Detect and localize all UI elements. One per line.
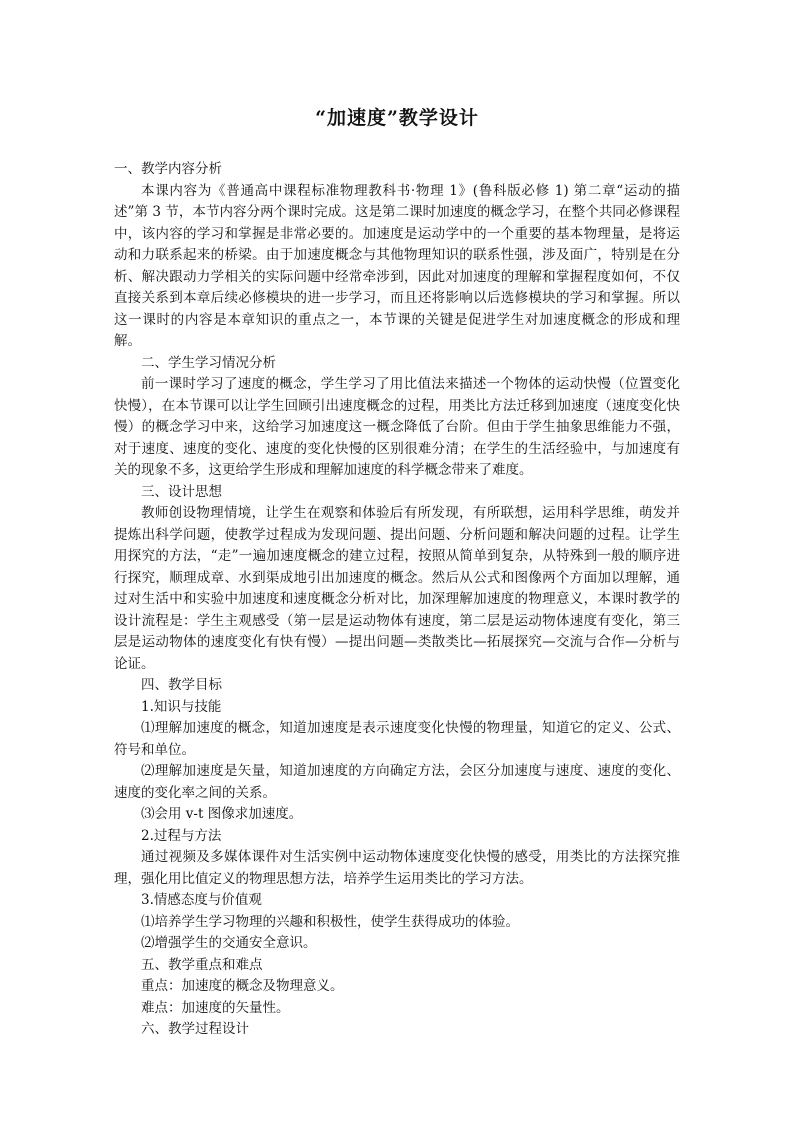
section-heading: 四、教学目标	[141, 677, 222, 693]
list-item: ⑴理解加速度的概念，知道加速度是表示速度变化快慢的物理量，知道它的定义、公式、符号和单位。	[114, 720, 680, 758]
section-heading: 五、教学重点和难点	[141, 956, 263, 973]
section-heading: 三、设计思想	[141, 483, 222, 500]
document-body	[114, 159, 680, 1041]
list-item: ⑴培养学生学习物理的兴趣和积极性，使学生获得成功的体验。	[141, 913, 519, 930]
section-heading: 二、学生学习情况分析	[141, 354, 276, 371]
paragraph: 前一课时学习了速度的概念，学生学习了用比值法来描述一个物体的运动快慢（位置变化快慢），在本节课可以让学生回顾引出速度概念的过程，用类比方法迁移到加速度（速度变化快慢）的概念学习中来，这给学习加速度这一概念降低了台阶。但由于学生抽象思维能力不强，对于速度、速度的变化、速度的变化快慢的区别很难分清；在学生的生活经验中，与加速度有关的现象不多，这更给学生形成和理解加速度的科学概念带来了难度。	[114, 376, 680, 478]
section-heading: 一、教学内容分析	[114, 161, 222, 177]
subheading: 2.过程与方法	[141, 827, 222, 844]
paragraph: 重点：加速度的概念及物理意义。	[141, 978, 344, 994]
list-item: ⑵理解加速度是矢量，知道加速度的方向确定方法，会区分加速度与速度、速度的变化、速度的变化率之间的关系。	[114, 763, 680, 801]
paragraph: 本课内容为《普通高中课程标准物理教科书·物理 1》(鲁科版必修 1) 第二章“运动的描述”第 3 节，本节内容分两个课时完成。这是第二课时加速度的概念学习，在整个共同必修课程中，该内容的学习和掌握是非常必要的。加速度是运动学中的一个重要的基本物理量，是将运动和力联系起来的桥梁。由于加速度概念与其他物理知识的联系性强，涉及面广，特别是在分析、解决跟动力学相关的实际问题中经常牵涉到，因此对加速度的理解和掌握程度如何，不仅直接关系到本章后续必修模块的进一步学习，而且还将影响以后选修模块的学习和掌握。所以这一课时的内容是本章知识的重点之一，本节课的关键是促进学生对加速度概念的形成和理解。	[114, 182, 680, 349]
list-item: ⑵增强学生的交通安全意识。	[141, 935, 317, 951]
document-title: “加速度”教学设计	[315, 107, 479, 129]
list-item: ⑶会用 v-t 图像求加速度。	[141, 806, 303, 822]
paragraph: 难点：加速度的矢量性。	[141, 999, 290, 1016]
paragraph: 教师创设物理情境，让学生在观察和体验后有所发现，有所联想，运用科学思维，萌发并提炼出科学问题，使教学过程成为发现问题、提出问题、分析问题和解决问题的过程。让学生用探究的方法，“走”一遍加速度概念的建立过程，按照从简单到复杂，从特殊到一般的顺序进行探究，顺理成章、水到渠成地引出加速度的概念。然后从公式和图像两个方面加以理解，通过对生活中和实验中加速度和速度概念分析对比，加深理解加速度的物理意义，本课时教学的设计流程是：学生主观感受（第一层是运动物体有速度，第二层是运动物体速度有变化，第三层是运动物体的速度变化有快有慢）—提出问题—类散类比—拓展探究—交流与合作—分析与论证。	[114, 505, 680, 672]
subheading: 3.情感态度与价值观	[141, 892, 262, 908]
paragraph: 通过视频及多媒体课件对生活实例中运动物体速度变化快慢的感受，用类比的方法探究推理，强化用比值定义的物理思想方法，培养学生运用类比的学习方法。	[114, 849, 680, 887]
section-heading: 六、教学过程设计	[141, 1021, 249, 1037]
subheading: 1.知识与技能	[141, 698, 222, 715]
